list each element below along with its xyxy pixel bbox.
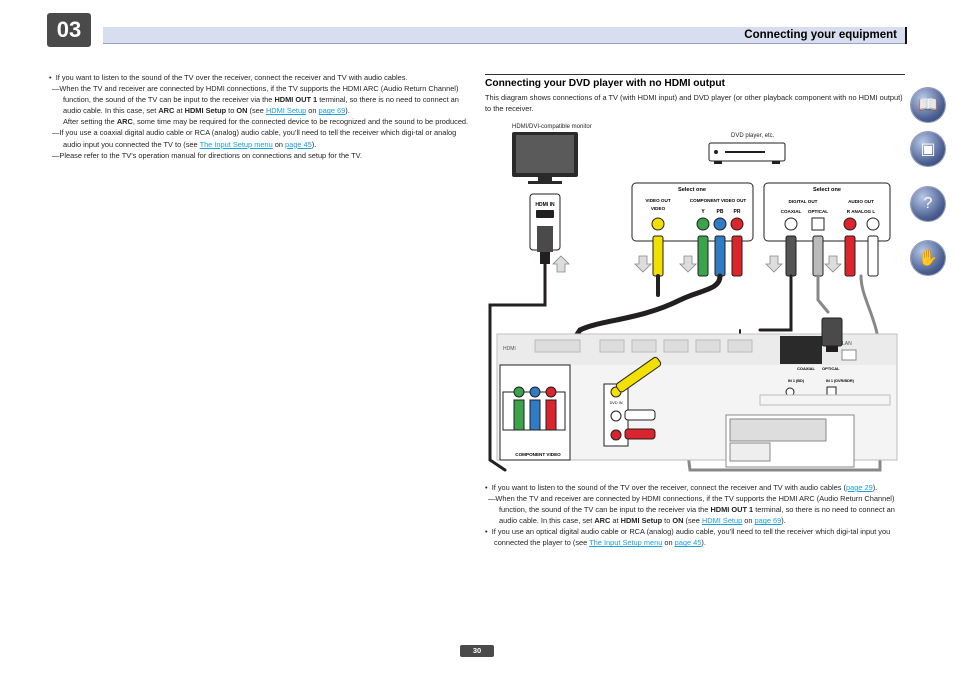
page-number: 30 [460, 645, 494, 657]
y-label: Y [701, 209, 705, 215]
text-run: If you use a coaxial digital audio cable or RCA (analog) audio cable, you’ll need to tell the receiver which digi-tal or analog audio input you connected the TV to (see [59, 128, 457, 149]
bold-term: HDMI Setup [184, 106, 227, 116]
direction-arrows [553, 256, 841, 272]
pb-label: PB [716, 209, 724, 215]
book-icon[interactable]: 📖 [911, 88, 945, 122]
bold-term: ON [236, 106, 248, 116]
header-endcap [905, 27, 907, 44]
sub-item: —Please refer to the TV’s operation manual for directions on connections and setup for the TV. [52, 150, 362, 160]
coaxial-label: COAXIAL [780, 209, 802, 214]
page-69-link[interactable]: page 69 [754, 516, 782, 526]
connection-diagram [485, 116, 910, 476]
text-run: ). [311, 139, 317, 149]
dvd-label: DVD player, etc. [731, 133, 775, 139]
audio-out-label: AUDIO OUT [848, 199, 874, 204]
page-69-link[interactable]: page 69 [318, 106, 346, 116]
dvd-player-icon [709, 143, 785, 164]
page-29-link[interactable]: page 29 [845, 483, 873, 492]
sub-item-continuation [49, 116, 469, 127]
bottom-column-text [485, 482, 905, 549]
input-setup-link[interactable]: The Input Setup menu [589, 538, 663, 548]
lan-label: LAN [842, 341, 852, 347]
sub-item: —When the TV and receiver are connected by HDMI connections, if the TV supports the HDMI ARC (Audio Return Channel) function, the sound of the TV can be input to the receiver via the HDMI OUT 1 terminal, so there is no need to connect an audio cable. In this case, set ARC at HDMI Setup to ON (see HDMI Setup on page 69). [488, 494, 895, 526]
panel-hdmi-label: HDMI [503, 346, 516, 352]
hdmi-setup-link[interactable]: HDMI Setup [265, 106, 307, 116]
bold-term: ARC [158, 106, 175, 116]
page-45-link[interactable]: page 45 [674, 538, 702, 548]
sub-item: —When the TV and receiver are connected by HDMI connections, if the TV supports the HDMI ARC (Audio Return Channel) function, the sound of the TV can be input to the receiver via the HDMI OUT 1 terminal, so there is no need to connect an audio cable. In this case, set ARC at HDMI Setup to ON (see HDMI Setup on page 69). [52, 84, 459, 116]
bullet-text: If you want to listen to the sound of the TV over the receiver, connect the receiver and TV with audio cables. [55, 73, 408, 82]
bullet-item: • If you want to listen to the sound of the TV over the receiver, connect the receiver and TV with audio cables. [49, 73, 408, 82]
in1-bd-label: IN 1 (BD) [788, 379, 805, 383]
hand-icon[interactable]: ✋ [911, 241, 945, 275]
text-run: ). [781, 516, 786, 526]
component-video-block [500, 365, 570, 460]
input-setup-link[interactable]: The Input Setup menu [199, 139, 273, 149]
bullet-item: • If you want to listen to the sound of the TV over the receiver, connect the receiver and TV with audio cables (page 29). [485, 483, 878, 492]
remote-icon[interactable]: ▣ [911, 132, 945, 166]
component-video-out-label: COMPONENT VIDEO OUT [689, 198, 747, 203]
text-run: Please refer to the TV’s operation manual for directions on connections and setup for the TV. [59, 150, 362, 160]
component-video-panel-label: COMPONENT VIDEO [515, 452, 561, 457]
bold-term: HDMI OUT 1 [710, 505, 754, 515]
text-run: on [306, 106, 319, 116]
text-run: ). [872, 483, 878, 492]
chapter-number: 03 [47, 13, 91, 47]
text-run: If you want to listen to the sound of the TV over the receiver, connect the receiver and TV with audio cables ( [491, 483, 846, 492]
text-run: to [662, 516, 673, 526]
text-run: If you use an optical digital audio cable or RCA (analog) audio cable, you’ll need to tell the receiver which digi-tal input you connected the player to (see [491, 527, 891, 548]
optical-label: OPTICAL [807, 209, 829, 214]
text-run: on [742, 516, 755, 526]
text-run: , some time may be required for the connected device to be recognized and the sound to be produced. [132, 117, 469, 127]
section-header-title: Connecting your equipment [744, 29, 897, 41]
dvd-audio-callout [764, 183, 890, 241]
optical-panel-label: OPTICAL [822, 366, 840, 371]
dvd-in-label: DVD IN [609, 401, 623, 405]
bold-term: HDMI Setup [620, 516, 663, 526]
select-one-video: Select one [678, 187, 706, 193]
header-bar [103, 27, 905, 44]
sub-item: —If you use a coaxial digital audio cable or RCA (analog) audio cable, you’ll need to tell the receiver which digi-tal or analog audio input you connected the TV to (see The Input Setup menu on page 45). [52, 128, 457, 149]
text-run: terminal, so there is no need to connect an audio cable. In this case, set [499, 505, 895, 526]
page-45-link[interactable]: page 45 [285, 139, 312, 149]
bold-term: ON [672, 516, 684, 526]
video-label: VIDEO [650, 206, 666, 211]
text-run: at [610, 516, 621, 526]
section-intro: This diagram shows connections of a TV (with HDMI input) and DVD player (or other playback component with no HDMI output) to the receiver. [485, 93, 903, 113]
select-one-audio: Select one [813, 187, 841, 193]
monitor-icon [512, 132, 578, 184]
coaxial-panel-label: COAXIAL [797, 366, 815, 371]
question-icon[interactable]: ? [911, 187, 945, 221]
text-run: When the TV and receiver are connected by HDMI connections, if the TV supports the HDMI ARC (Audio Return Channel) function, the sound of the TV can be input to the receiver via the [59, 84, 459, 105]
bold-term: ARC [594, 516, 611, 526]
receiver-thumbnail [726, 415, 854, 467]
hdmi-in-label: HDMI IN [535, 202, 555, 208]
text-run: After setting the [63, 117, 117, 127]
text-run: terminal, so there is no need to connect an audio cable. In this case, set [63, 95, 459, 116]
pr-label: PR [733, 209, 741, 215]
text-run: ). [345, 106, 350, 116]
section-rule [485, 74, 905, 75]
section-title: Connecting your DVD player with no HDMI output [485, 78, 725, 89]
digital-out-label: DIGITAL OUT [788, 199, 818, 204]
hdmi-setup-link[interactable]: HDMI Setup [701, 516, 743, 526]
text-run: (see [683, 516, 702, 526]
hdmi-in-box [530, 194, 560, 264]
left-column-text [49, 72, 469, 161]
text-run: to [226, 106, 237, 116]
text-run: (see [247, 106, 266, 116]
bold-term: HDMI OUT 1 [274, 95, 318, 105]
dvd-video-callout [632, 183, 753, 241]
analog-label: R ANALOG L [846, 209, 876, 214]
text-run: at [174, 106, 185, 116]
text-run: When the TV and receiver are connected by HDMI connections, if the TV supports the HDMI ARC (Audio Return Channel) function, the sound of the TV can be input to the receiver via the [495, 494, 895, 515]
text-run: on [662, 538, 675, 548]
bold-term: ARC [116, 117, 133, 127]
in1-dvr-label: IN 1 (DVR/BDR) [826, 379, 854, 383]
monitor-label: HDMI/DVI-compatible monitor [512, 124, 592, 130]
text-run: on [272, 139, 286, 149]
bullet-item: • If you use an optical digital audio cable or RCA (analog) audio cable, you’ll need to tell the receiver which digi-tal input you connected the player to (see The Input Setup menu on page 45). [485, 527, 891, 548]
video-out-label: VIDEO OUT [645, 198, 671, 203]
text-run: ). [701, 538, 706, 548]
